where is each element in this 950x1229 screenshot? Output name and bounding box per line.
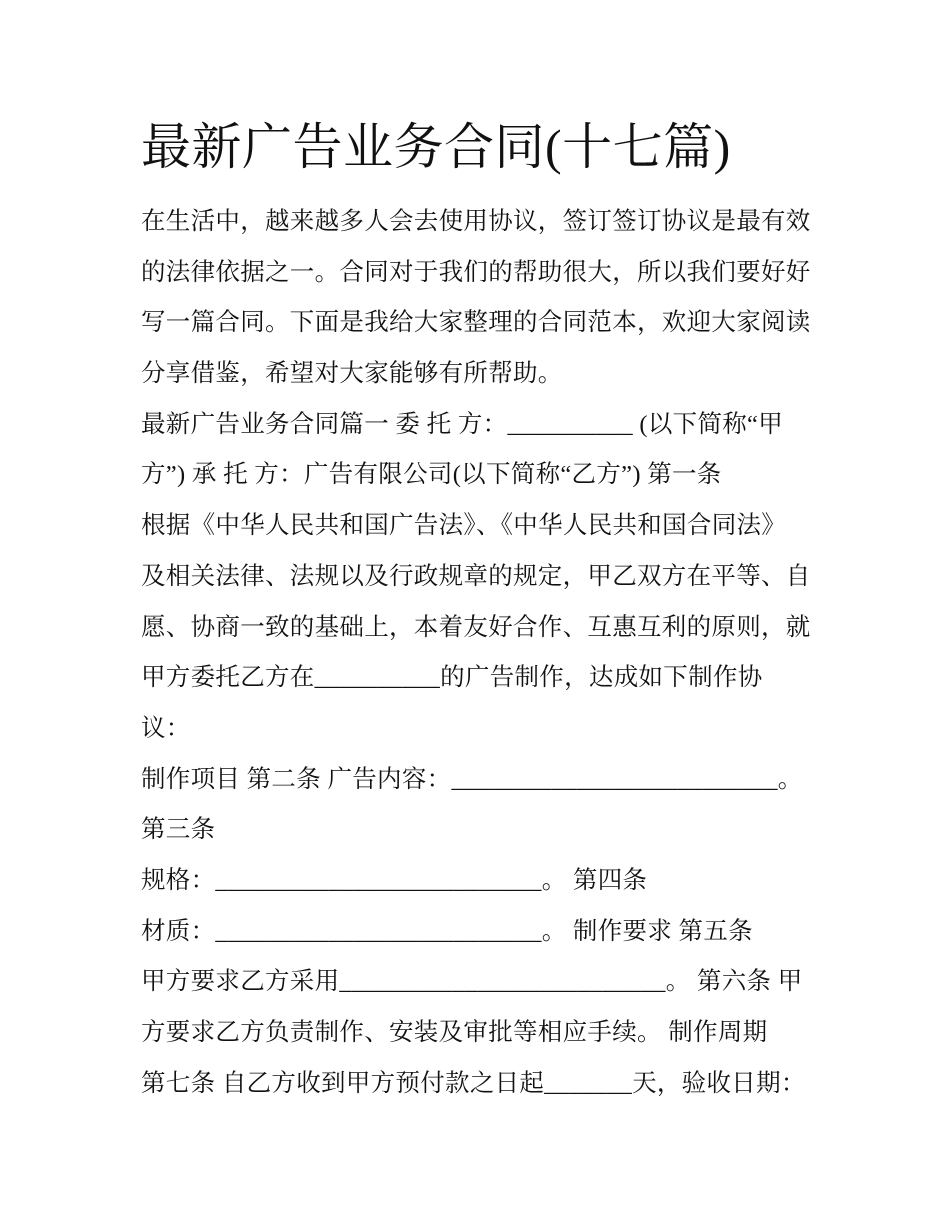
paragraph-line: 及相关法律、法规以及行政规章的规定，甲乙双方在平等、自 xyxy=(141,562,811,590)
paragraph-line: 分享借鉴，希望对大家能够有所帮助。 xyxy=(141,360,563,388)
paragraph-line: 的法律依据之一。合同对于我们的帮助很大，所以我们要好好 xyxy=(141,258,811,286)
paragraph-line: 材质：__________________________。 制作要求 第五条 xyxy=(141,917,753,945)
document-body xyxy=(141,197,821,1109)
paragraph-line: 甲方委托乙方在__________的广告制作，达成如下制作协 xyxy=(141,664,763,692)
paragraph-line: 最新广告业务合同篇一 委 托 方：__________ (以下简称“甲 xyxy=(141,410,784,438)
paragraph-line: 第三条 xyxy=(141,816,216,844)
paragraph-line: 在生活中，越来越多人会去使用协议，签订签订协议是最有效 xyxy=(141,208,811,235)
paragraph-line: 愿、协商一致的基础上，本着友好合作、互惠互利的原则，就 xyxy=(141,613,811,641)
paragraph-line: 议： xyxy=(141,714,191,742)
paragraph-line: 根据《中华人民共和国广告法》、《中华人民共和国合同法》 xyxy=(141,512,787,540)
paragraph-line: 方要求乙方负责制作、安装及审批等相应手续。 制作周期 xyxy=(141,1019,768,1046)
paragraph-line: 方”) 承 托 方：广告有限公司(以下简称“乙方”) 第一条 xyxy=(141,461,722,489)
document-title: 最新广告业务合同(十七篇) xyxy=(141,119,731,175)
paragraph-line: 规格：__________________________。 第四条 xyxy=(141,866,648,894)
paragraph-line: 写一篇合同。下面是我给大家整理的合同范本，欢迎大家阅读 xyxy=(141,309,811,337)
paragraph-line: 制作项目 第二条 广告内容：__________________________。 xyxy=(141,765,803,793)
paragraph-line: 甲方要求乙方采用__________________________。 第六条 甲 xyxy=(141,968,803,996)
paragraph-line: 第七条 自乙方收到甲方预付款之日起_______天，验收日期： xyxy=(141,1069,806,1097)
